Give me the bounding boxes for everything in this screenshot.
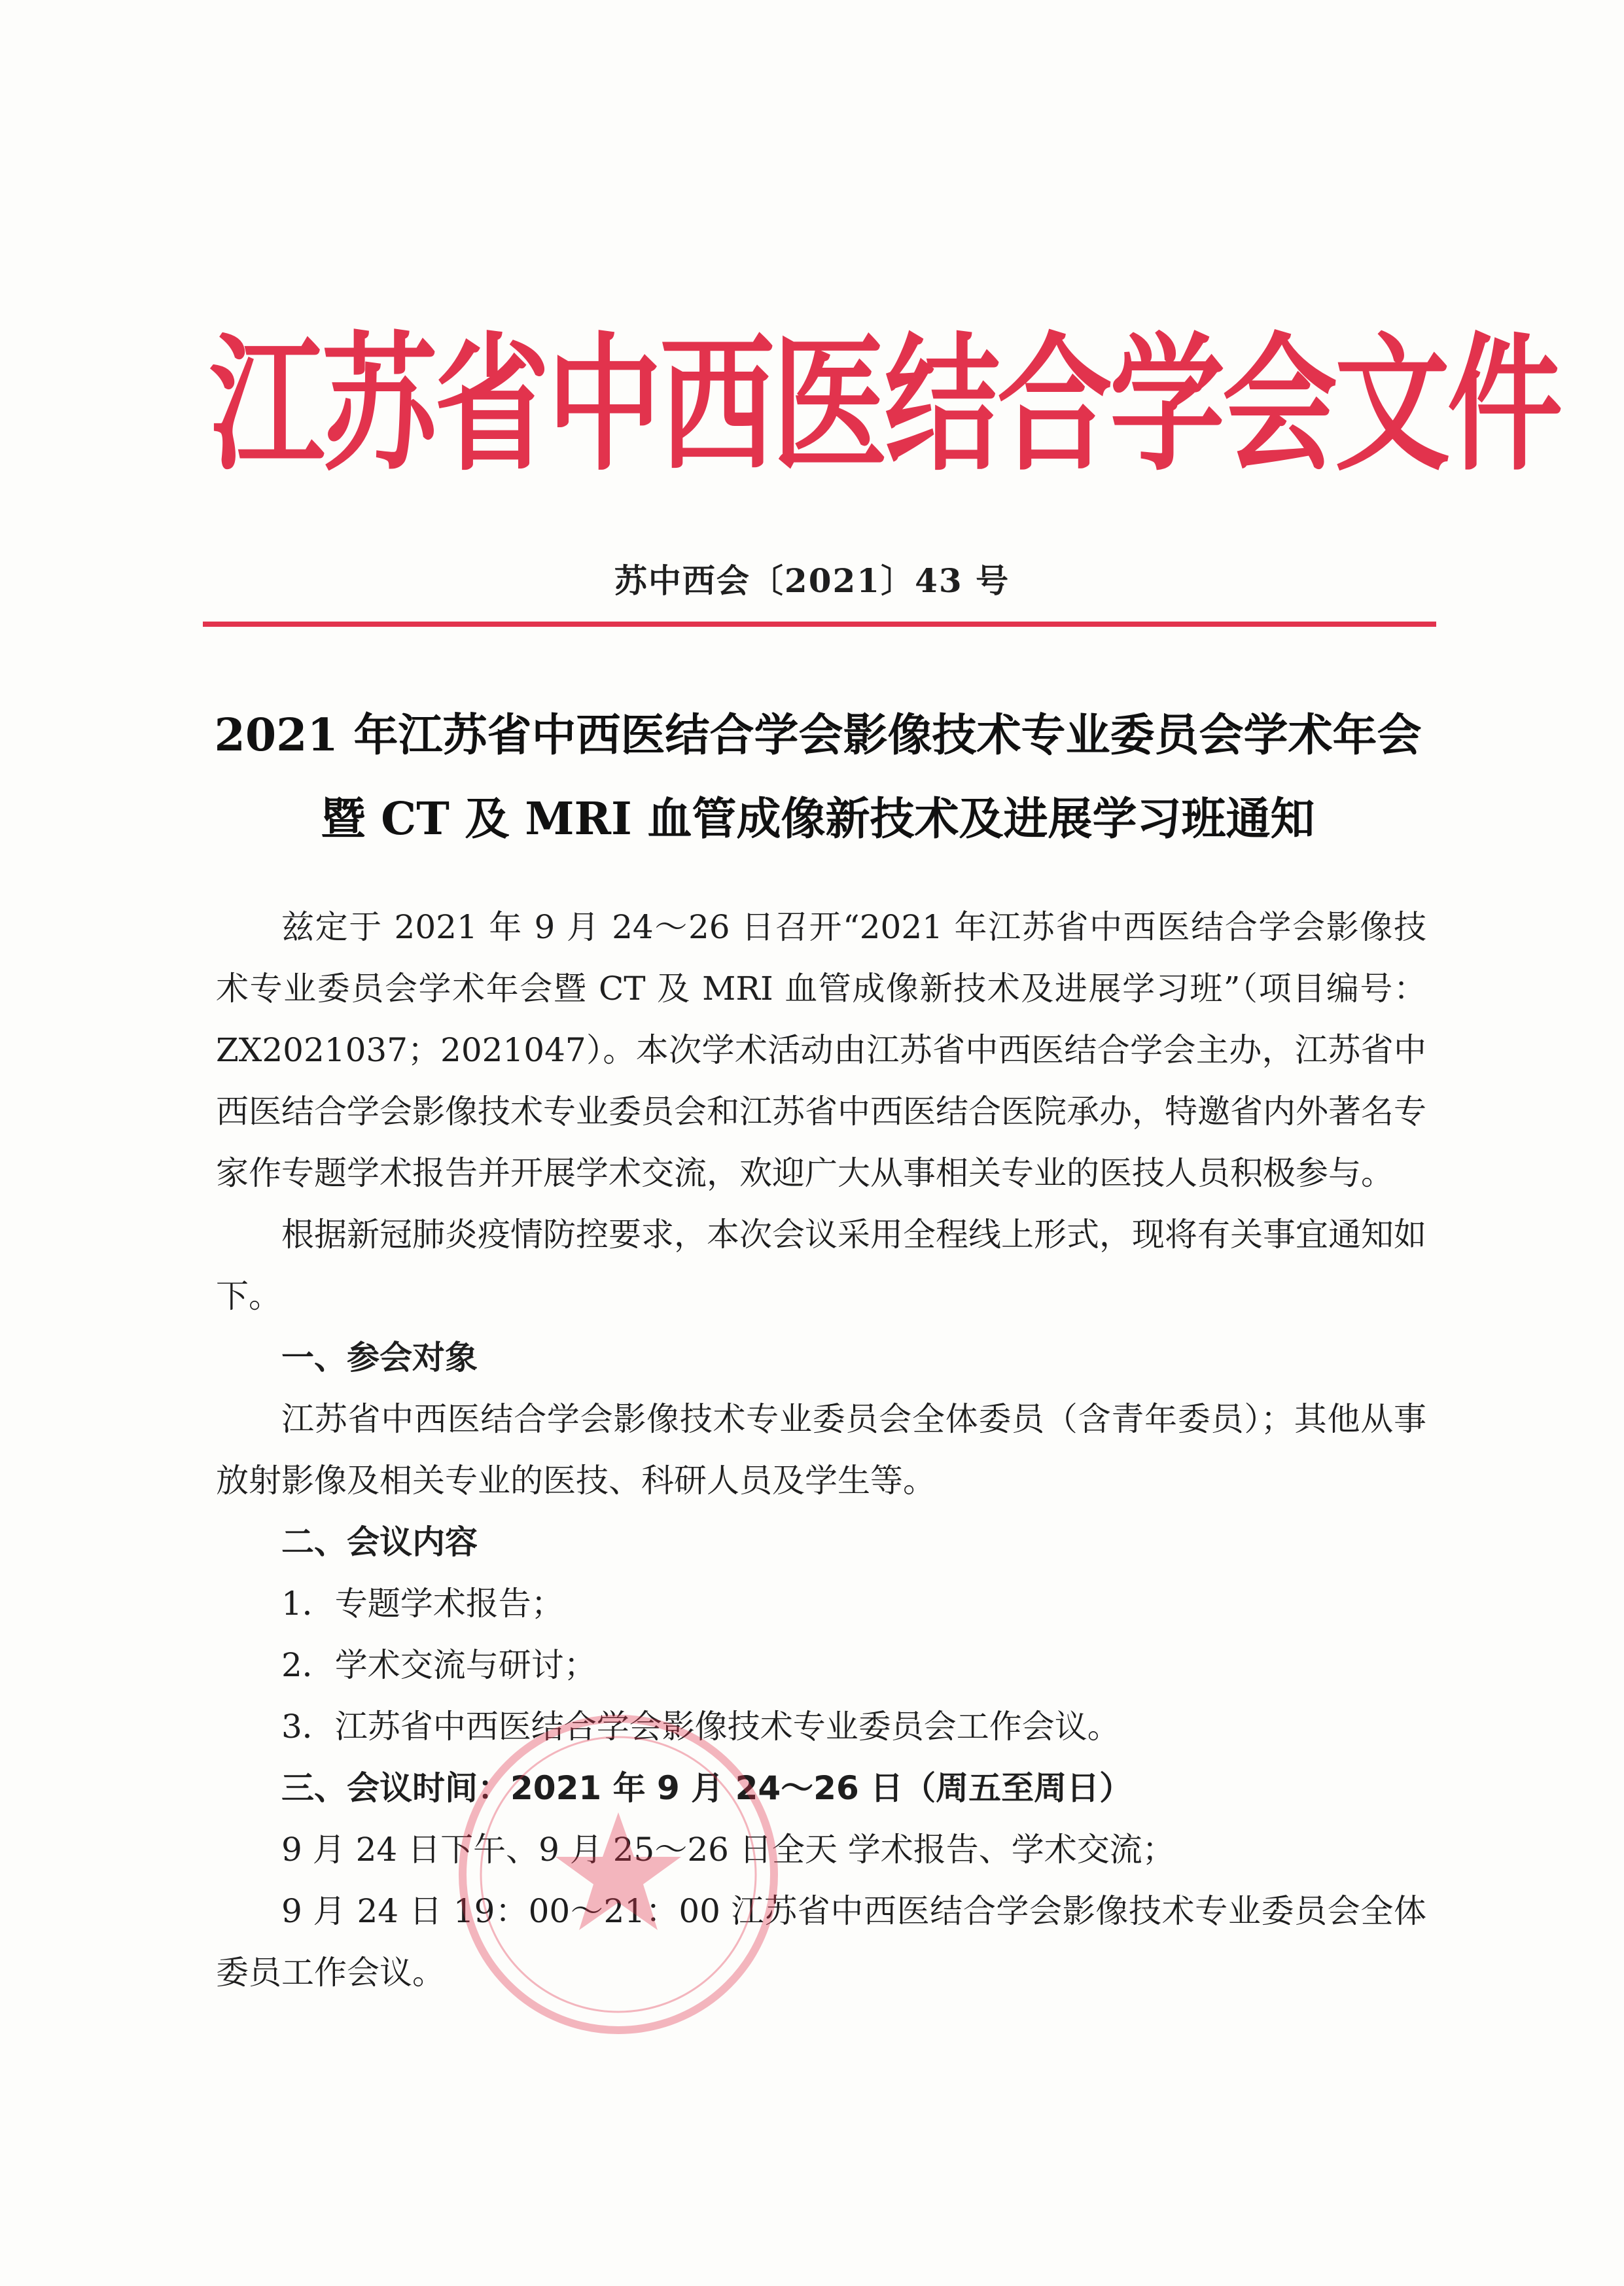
notice-title-line-2: 暨 CT 及 MRI 血管成像新技术及进展学习班通知 <box>321 793 1315 845</box>
intro-paragraph: 兹定于 2021 年 9 月 24～26 日召开“2021 年江苏省中西医结合学会影像技术专业委员会学术年会暨 CT 及 MRI 血管成像新技术及进展学习班”（项目编号：ZX2021037；2021047）。本次学术活动由江苏省中西医结合学会主办，江苏省中西医结合学会影像技术专业委员会和江苏省中西医结合医院承办，特邀省内外著名专家作专题学术报告并开展学术交流，欢迎广大从事相关专业的医技人员积极参与。 <box>216 908 1426 1192</box>
section-heading-content: 二、会议内容 <box>281 1523 478 1561</box>
document-number: 苏中西会〔2021〕43 号 <box>614 561 1010 600</box>
content-list-item: 3．江苏省中西医结合学会影像技术专业委员会工作会议。 <box>281 1708 1120 1746</box>
section-heading-time: 三、会议时间：2021 年 9 月 24～26 日（周五至周日） <box>281 1769 1133 1807</box>
notice-body <box>216 896 1426 2003</box>
section-heading-participants: 一、参会对象 <box>281 1339 478 1377</box>
notice-title-line-1: 2021 年江苏省中西医结合学会影像技术专业委员会学术年会 <box>214 709 1422 762</box>
epidemic-paragraph: 根据新冠肺炎疫情防控要求，本次会议采用全程线上形式，现将有关事宜通知如下。 <box>216 1216 1426 1315</box>
schedule-line-2: 9 月 24 日 19：00～21：00 江苏省中西医结合学会影像技术专业委员会全体委员工作会议。 <box>216 1892 1426 1992</box>
content-list-item: 2．学术交流与研讨； <box>281 1646 597 1684</box>
participants-paragraph: 江苏省中西医结合学会影像技术专业委员会全体委员（含青年委员）；其他从事放射影像及相关专业的医技、科研人员及学生等。 <box>216 1400 1426 1500</box>
notice-title <box>196 694 1439 861</box>
org-title: 江苏省中西医结合学会文件 <box>209 319 1561 491</box>
content-list-item: 1．专题学术报告； <box>281 1585 564 1623</box>
red-divider-line <box>203 622 1436 627</box>
schedule-line-1: 9 月 24 日下午、9 月 25～26 日全天 学术报告、学术交流； <box>281 1831 1175 1869</box>
